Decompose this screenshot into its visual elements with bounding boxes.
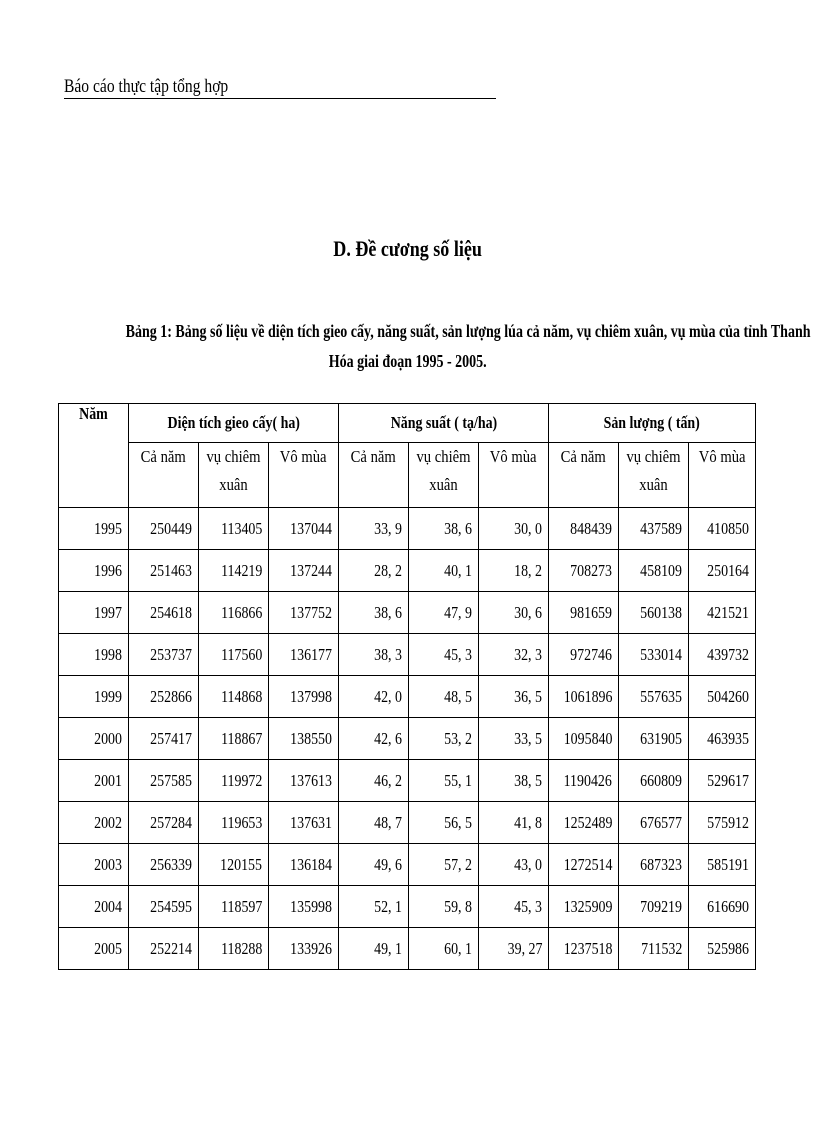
year-cell: 1995 xyxy=(59,508,129,550)
value-cell: 48, 7 xyxy=(339,802,409,844)
value-cell: 504260 xyxy=(689,676,756,718)
value-cell: 585191 xyxy=(689,844,756,886)
value-cell: 972746 xyxy=(549,634,619,676)
value-cell: 135998 xyxy=(269,886,339,928)
value-cell: 137631 xyxy=(269,802,339,844)
value-cell: 439732 xyxy=(689,634,756,676)
year-cell: 2005 xyxy=(59,928,129,970)
subheader-cell: vụ chiêm xuân xyxy=(619,443,689,508)
table-caption-line-2: Hóa giai đoạn 1995 - 2005. xyxy=(329,351,487,371)
value-cell: 38, 6 xyxy=(339,592,409,634)
value-cell: 49, 6 xyxy=(339,844,409,886)
value-cell: 48, 5 xyxy=(409,676,479,718)
value-cell: 256339 xyxy=(129,844,199,886)
value-cell: 1237518 xyxy=(549,928,619,970)
value-cell: 56, 5 xyxy=(409,802,479,844)
subheader-cell: vụ chiêm xuân xyxy=(409,443,479,508)
value-cell: 1061896 xyxy=(549,676,619,718)
value-cell: 848439 xyxy=(549,508,619,550)
value-cell: 53, 2 xyxy=(409,718,479,760)
value-cell: 250164 xyxy=(689,550,756,592)
value-cell: 575912 xyxy=(689,802,756,844)
table-caption-line-1: Bảng 1: Bảng số liệu về diện tích gieo cấy, năng suất, sản lượng lúa cả năm, vụ chiêm xuân, vụ mùa của tỉnh Thanh xyxy=(125,321,811,341)
year-cell: 2000 xyxy=(59,718,129,760)
value-cell: 1252489 xyxy=(549,802,619,844)
year-cell: 2003 xyxy=(59,844,129,886)
value-cell: 631905 xyxy=(619,718,689,760)
area-group-header: Diện tích gieo cấy( ha) xyxy=(129,404,339,443)
value-cell: 32, 3 xyxy=(479,634,549,676)
value-cell: 30, 6 xyxy=(479,592,549,634)
value-cell: 529617 xyxy=(689,760,756,802)
year-cell: 1997 xyxy=(59,592,129,634)
year-cell: 1998 xyxy=(59,634,129,676)
value-cell: 39, 27 xyxy=(479,928,549,970)
section-title-text: D. Đề cương số liệu xyxy=(333,236,483,261)
subheader-cell: Cả năm xyxy=(339,443,409,508)
value-cell: 45, 3 xyxy=(479,886,549,928)
table-row xyxy=(59,928,756,970)
value-cell: 257585 xyxy=(129,760,199,802)
value-cell: 533014 xyxy=(619,634,689,676)
value-cell: 133926 xyxy=(269,928,339,970)
value-cell: 137613 xyxy=(269,760,339,802)
value-cell: 41, 8 xyxy=(479,802,549,844)
value-cell: 118867 xyxy=(199,718,269,760)
value-cell: 138550 xyxy=(269,718,339,760)
value-cell: 458109 xyxy=(619,550,689,592)
value-cell: 137044 xyxy=(269,508,339,550)
table-body xyxy=(59,508,756,970)
table-subheader-row xyxy=(59,443,756,508)
value-cell: 251463 xyxy=(129,550,199,592)
value-cell: 42, 0 xyxy=(339,676,409,718)
value-cell: 254618 xyxy=(129,592,199,634)
table-row xyxy=(59,634,756,676)
value-cell: 118288 xyxy=(199,928,269,970)
subheader-cell: Cả năm xyxy=(549,443,619,508)
value-cell: 40, 1 xyxy=(409,550,479,592)
value-cell: 711532 xyxy=(619,928,689,970)
year-cell: 1996 xyxy=(59,550,129,592)
value-cell: 52, 1 xyxy=(339,886,409,928)
table-row xyxy=(59,760,756,802)
value-cell: 137244 xyxy=(269,550,339,592)
value-cell: 616690 xyxy=(689,886,756,928)
value-cell: 47, 9 xyxy=(409,592,479,634)
value-cell: 1272514 xyxy=(549,844,619,886)
value-cell: 557635 xyxy=(619,676,689,718)
value-cell: 525986 xyxy=(689,928,756,970)
value-cell: 28, 2 xyxy=(339,550,409,592)
value-cell: 38, 3 xyxy=(339,634,409,676)
value-cell: 136184 xyxy=(269,844,339,886)
value-cell: 1325909 xyxy=(549,886,619,928)
value-cell: 252214 xyxy=(129,928,199,970)
value-cell: 42, 6 xyxy=(339,718,409,760)
year-cell: 1999 xyxy=(59,676,129,718)
value-cell: 252866 xyxy=(129,676,199,718)
table-row xyxy=(59,592,756,634)
year-cell: 2004 xyxy=(59,886,129,928)
subheader-cell: Vô mùa xyxy=(269,443,339,508)
table-row xyxy=(59,802,756,844)
output-group-header: Sản lượng ( tấn) xyxy=(549,404,756,443)
table-header-row xyxy=(59,404,756,443)
value-cell: 660809 xyxy=(619,760,689,802)
report-header-title: Báo cáo thực tập tổng hợp xyxy=(64,76,229,97)
value-cell: 257284 xyxy=(129,802,199,844)
table-row xyxy=(59,886,756,928)
value-cell: 137752 xyxy=(269,592,339,634)
value-cell: 30, 0 xyxy=(479,508,549,550)
subheader-cell: vụ chiêm xuân xyxy=(199,443,269,508)
value-cell: 1095840 xyxy=(549,718,619,760)
value-cell: 60, 1 xyxy=(409,928,479,970)
value-cell: 38, 6 xyxy=(409,508,479,550)
value-cell: 254595 xyxy=(129,886,199,928)
value-cell: 57, 2 xyxy=(409,844,479,886)
statistics-table xyxy=(58,403,756,970)
value-cell: 114868 xyxy=(199,676,269,718)
table-row xyxy=(59,844,756,886)
value-cell: 1190426 xyxy=(549,760,619,802)
value-cell: 410850 xyxy=(689,508,756,550)
value-cell: 136177 xyxy=(269,634,339,676)
value-cell: 55, 1 xyxy=(409,760,479,802)
value-cell: 253737 xyxy=(129,634,199,676)
value-cell: 49, 1 xyxy=(339,928,409,970)
yield-group-header: Năng suất ( tạ/ha) xyxy=(339,404,549,443)
value-cell: 59, 8 xyxy=(409,886,479,928)
value-cell: 114219 xyxy=(199,550,269,592)
year-cell: 2001 xyxy=(59,760,129,802)
value-cell: 43, 0 xyxy=(479,844,549,886)
value-cell: 981659 xyxy=(549,592,619,634)
header-underline xyxy=(64,98,496,99)
value-cell: 46, 2 xyxy=(339,760,409,802)
value-cell: 38, 5 xyxy=(479,760,549,802)
table-row xyxy=(59,718,756,760)
value-cell: 118597 xyxy=(199,886,269,928)
value-cell: 708273 xyxy=(549,550,619,592)
section-title xyxy=(0,236,816,262)
value-cell: 119653 xyxy=(199,802,269,844)
value-cell: 676577 xyxy=(619,802,689,844)
value-cell: 45, 3 xyxy=(409,634,479,676)
value-cell: 117560 xyxy=(199,634,269,676)
value-cell: 463935 xyxy=(689,718,756,760)
report-header xyxy=(64,76,228,98)
value-cell: 120155 xyxy=(199,844,269,886)
subheader-cell: Cả năm xyxy=(129,443,199,508)
value-cell: 18, 2 xyxy=(479,550,549,592)
table-row xyxy=(59,508,756,550)
table-row xyxy=(59,550,756,592)
table-row xyxy=(59,676,756,718)
value-cell: 709219 xyxy=(619,886,689,928)
value-cell: 36, 5 xyxy=(479,676,549,718)
value-cell: 119972 xyxy=(199,760,269,802)
value-cell: 33, 5 xyxy=(479,718,549,760)
value-cell: 116866 xyxy=(199,592,269,634)
year-cell: 2002 xyxy=(59,802,129,844)
value-cell: 257417 xyxy=(129,718,199,760)
value-cell: 33, 9 xyxy=(339,508,409,550)
value-cell: 687323 xyxy=(619,844,689,886)
value-cell: 437589 xyxy=(619,508,689,550)
value-cell: 137998 xyxy=(269,676,339,718)
value-cell: 250449 xyxy=(129,508,199,550)
value-cell: 113405 xyxy=(199,508,269,550)
year-column-header: Năm xyxy=(59,404,129,508)
value-cell: 421521 xyxy=(689,592,756,634)
subheader-cell: Vô mùa xyxy=(479,443,549,508)
value-cell: 560138 xyxy=(619,592,689,634)
table-caption xyxy=(40,316,811,376)
subheader-cell: Vô mùa xyxy=(689,443,756,508)
